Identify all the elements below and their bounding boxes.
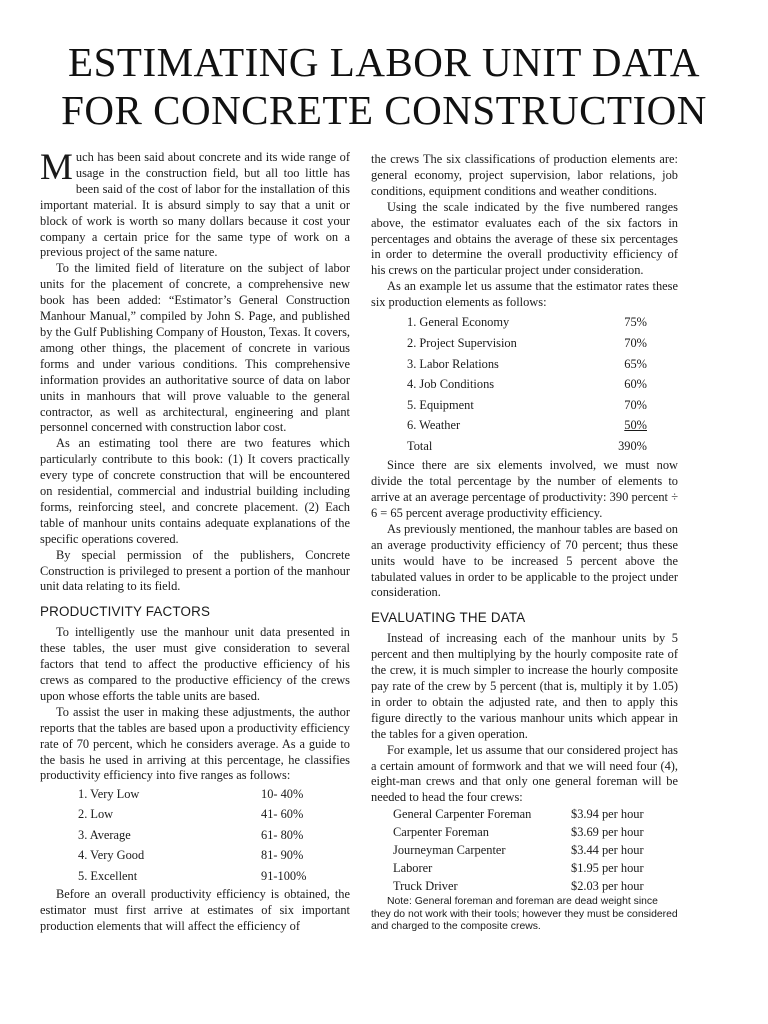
range-label: 5. Excellent [78,869,138,884]
table-row [407,313,647,334]
element-value: 50% [624,418,647,433]
range-value: 41- 60% [261,807,304,822]
range-value: 61- 80% [261,827,304,842]
left-column [40,147,350,935]
range-value: 81- 90% [261,848,304,863]
range-label: 2. Low [78,807,114,822]
table-row [407,354,647,375]
element-value: 75% [624,315,647,330]
table-row [407,395,647,416]
total-label: Total [407,438,433,453]
wage-rates-table [393,806,671,896]
element-value: 65% [624,356,647,371]
paragraph-production-elements: Before an overall productivity efficiency is obtained, the estimator must first arrive at estimates of six important production elements that will affect the efficiency of [40,887,350,934]
drop-cap: M [40,147,73,188]
element-label: 3. Labor Relations [407,356,499,371]
paragraph-features: As an estimating tool there are two features which particularly contribute to this book: (1) It covers practically every type of concrete construction that will be encountered on residential, commercial and industrial building including forms, reinforcing steel, and concrete placement. (2) Each table of manhour units contains adequate explanations of the specific operations covered. [40,436,350,546]
wage-label: Journeyman Carpenter [393,843,506,858]
total-value: 390% [618,438,647,453]
title-line-2: FOR CONCRETE CONSTRUCTION [61,87,707,133]
element-label: 2. Project Supervision [407,336,517,350]
table-row [407,375,647,396]
range-label: 3. Average [78,827,131,842]
paragraph-book: To the limited field of literature on the subject of labor units for the placement of concrete, a comprehensive new book has been added: “Estimator’s General Construction Manhour Manual,” compiled by John S. Page, and published by the Gulf Publishing Company of Houston, Texas. It covers, among other things, the placement of concrete in various forms and under various conditions. This comprehensive information provides an authoritative source of data on labor units in manhours that will prove valuable to the general contractor, as well as architectural, engineering and plant personnel concerned with construction labor cost. [40,261,350,435]
table-row [78,826,331,847]
range-value: 10- 40% [261,786,304,801]
right-column [371,152,678,933]
table-row [393,824,671,842]
element-value: 70% [624,397,647,412]
table-row-total [407,437,647,458]
range-value: 91-100% [261,869,307,884]
range-label: 1. Very Low [78,786,140,801]
paragraph-crew-example: For example, let us assume that our considered project has a certain amount of formwork and that we will need four (4), eight-man crews and that only one general foreman will be needed to head the four crews: [371,742,678,805]
table-row [407,416,647,437]
wage-value: $1.95 per hour [571,861,644,876]
paragraph-example: As an example let us assume that the estimator rates these six production elements as follows: [371,279,678,310]
heading-productivity-factors: PRODUCTIVITY FACTORS [40,604,211,620]
paragraph-classifications: the crews The six classifications of production elements are: general economy, project supervision, labor relations, job conditions, equipment conditions and weather conditions. [371,152,678,198]
table-row [78,846,331,867]
paragraph-adjustments: To assist the user in making these adjustments, the author reports that the tables are based upon a productivity efficiency rate of 70 percent, which he considers average. As a guide to the basis he used in arriving at this percentage, he classifies productivity efficiency into five ranges as follows: [40,704,350,783]
element-value: 60% [624,377,647,392]
wage-value: $2.03 per hour [571,879,644,894]
intro-text: uch has been said about concrete and its wide range of usage in the construction field, but all too little has been said of the cost of labor for the installation of this important material. It is absurd simply to say that a unit or block of work is worth so many dollars because it cost your company a certain price for the same type of work on a previous project of the same nature. [40,150,350,260]
table-row [78,867,331,888]
table-row [393,860,671,878]
paragraph-composite-rate: Instead of increasing each of the manhour units by 5 percent and then multiplying by the hourly composite rate of the crew, it is much simpler to increase the hourly composite pay rate of the crew by 5 percent (that is, multiply it by 1.05) in order to obtain the adjusted rate, and then to apply this figure directly to the various manhour units which appear in the tables for a given operation. [371,631,678,741]
table-row [393,842,671,860]
paragraph-increase: As previously mentioned, the manhour tables are based on an average productivity efficiency of 70 percent; thus these units would have to be increased 5 percent above the tabulated values in order to be applicable to the project under consideration. [371,521,678,600]
table-row [78,784,331,805]
page-title [0,38,768,134]
paragraph-average: Since there are six elements involved, we must now divide the total percentage by the number of elements to arrive at an average percentage of productivity: 390 percent ÷ 6 = 65 percent average productivity efficiency. [371,458,678,520]
range-label: 4. Very Good [78,848,145,863]
element-label: 4. Job Conditions [407,377,495,392]
element-label: 1. General Economy [407,315,510,330]
wage-label: Laborer [393,861,433,876]
table-row [393,806,671,824]
foreman-note: Note: General foreman and foreman are dead weight since they do not work with their tools; however they must be considered and charged to the composite crews. [371,896,678,932]
wage-value: $3.69 per hour [571,825,644,840]
heading-evaluating-data: EVALUATING THE DATA [371,610,526,626]
table-row [393,878,671,896]
wage-value: $3.44 per hour [571,843,644,858]
efficiency-ranges-table [78,784,331,887]
paragraph-scale: Using the scale indicated by the five numbered ranges above, the estimator evaluates each of the six factors in percentages and obtains the average of these six percentages in order to determine the overall productivity efficiency of his crews on the particular project under consideration. [371,199,678,278]
production-elements-table [407,313,647,457]
paragraph-factors: To intelligently use the manhour unit data presented in these tables, the user must give consideration to several factors that tend to affect the productive efficiency of his crews as compared to the productive efficiency of the crews upon whose efforts the table units are based. [40,625,350,703]
table-row [407,334,647,355]
element-value: 70% [624,336,647,350]
element-label: 5. Equipment [407,397,474,412]
wage-label: Carpenter Foreman [393,825,489,840]
title-line-1: ESTIMATING LABOR UNIT DATA [68,39,700,85]
wage-value: $3.94 per hour [571,807,644,822]
wage-label: Truck Driver [393,879,458,894]
element-label: 6. Weather [407,418,461,433]
table-row [78,805,331,826]
wage-label: General Carpenter Foreman [393,807,532,822]
paragraph-permission: By special permission of the publishers, Concrete Construction is privileged to present a portion of the manhour unit data relating to its field. [40,547,350,594]
intro-paragraph [40,147,350,261]
